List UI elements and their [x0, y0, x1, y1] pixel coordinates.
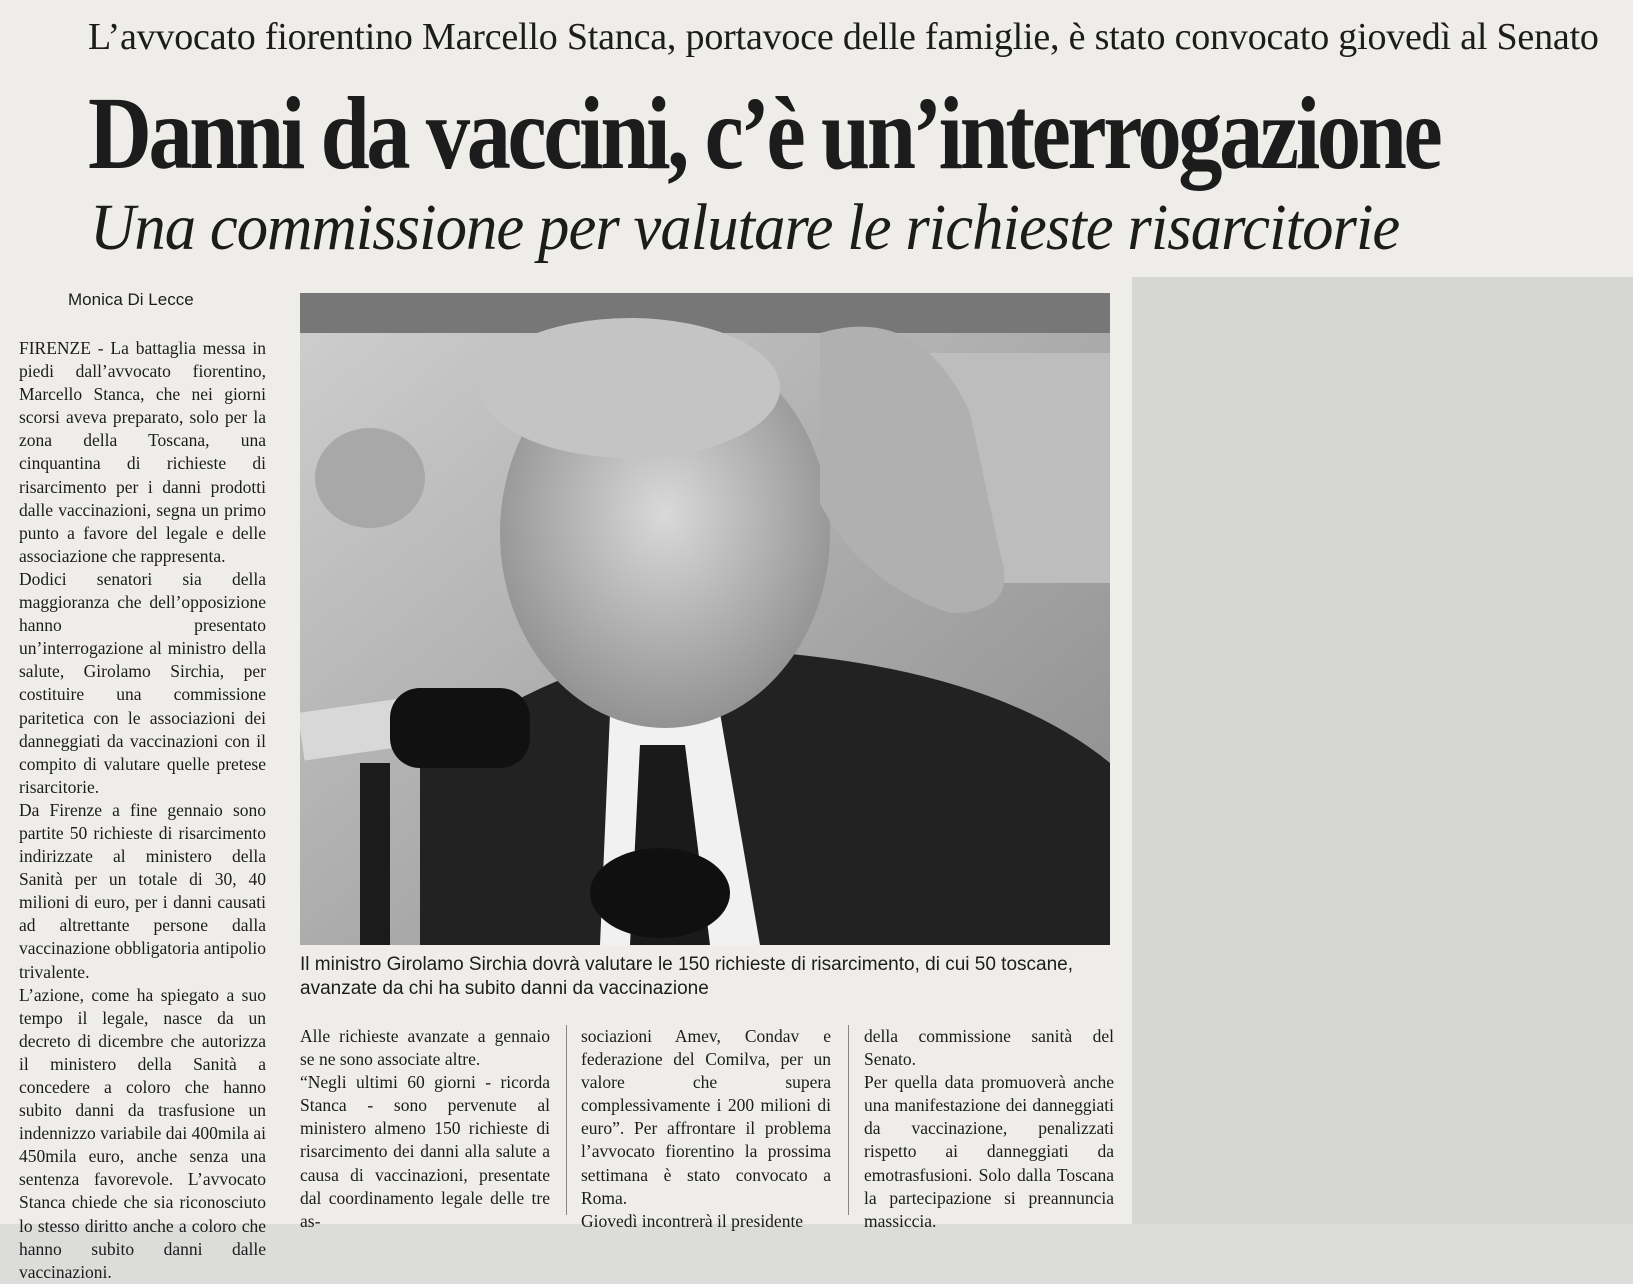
- paragraph: FIRENZE - La battaglia messa in piedi dall’avvocato fiorentino, Marcello Stanca, che nei giorni scorsi aveva preparato, solo per la zona della Toscana, una cinquantina di richieste di risarcimento per i danni prodotti dalle vaccinazioni, segna un primo punto a favore del legale e delle associazione che rappresenta.: [19, 338, 266, 566]
- photo-illustration: [300, 293, 1110, 945]
- column-divider: [566, 1025, 567, 1215]
- paragraph: sociazioni Amev, Condav e federazione del Comilva, per un valore che supera complessivamente i 200 milioni di euro”. Per affrontare il problema l’avvocato fiorentino la prossima settimana è stato convocato a Roma.: [581, 1026, 831, 1208]
- headline: Danni da vaccini, c’è un’interrogazione: [88, 76, 1440, 191]
- kicker: L’avvocato fiorentino Marcello Stanca, portavoce delle famiglie, è stato convocato giovedì al Senato: [88, 16, 1599, 58]
- blank-area: [1132, 277, 1633, 1224]
- photo-caption: Il ministro Girolamo Sirchia dovrà valutare le 150 richieste di risarcimento, di cui 50 toscane, avanzate da chi ha subito danni da vaccinazione: [300, 954, 1073, 999]
- subheadline: Una commissione per valutare le richieste risarcitorie: [90, 191, 1400, 264]
- column-4: [864, 1025, 1114, 1233]
- paragraph: Da Firenze a fine gennaio sono partite 50 richieste di risarcimento indirizzate al ministero della Sanità per un totale di 30, 40 milioni di euro, per i danni causati ad altrettante persone dalla vaccinazione obbligatoria antipolio trivalente.: [19, 799, 266, 982]
- paragraph: Dodici senatori sia della maggioranza che dell’opposizione hanno presentato un’interrogazione al ministro della salute, Girolamo Sirchia, per costituire una commissione paritetica con le associazioni dei danneggiati da vaccinazioni con il compito di valutare quelle pretese risarcitorie.: [19, 568, 266, 797]
- column-2: [300, 1025, 550, 1233]
- paragraph: “Negli ultimi 60 giorni - ricorda Stanca - sono pervenute al ministero almeno 150 richieste di risarcimento dei danni alla salute a causa di vaccinazioni, presentate dal coordinamento legale delle tre as-: [300, 1072, 550, 1231]
- paragraph: L’azione, come ha spiegato a suo tempo il legale, nasce da un decreto di dicembre che autorizza il ministero della Sanità a concedere a coloro che hanno subito danni da trasfusione un indennizzo variabile dai 400mila ai 450mila euro, anche senza una sentenza favorevole. L’avvocato Stanca chiede che sia riconosciuto lo stesso diritto anche a coloro che hanno subito danni dalle vaccinazioni.: [19, 984, 266, 1282]
- photo: [300, 293, 1110, 945]
- paragraph: Per quella data promuoverà anche una manifestazione dei danneggiati da vaccinazione, penalizzati rispetto ai danneggiati da emotrasfusioni. Solo dalla Toscana la partecipazione si preannuncia massiccia.: [864, 1072, 1114, 1231]
- paragraph: della commissione sanità del Senato.: [864, 1026, 1114, 1070]
- paragraph: Alle richieste avanzate a gennaio se ne sono associate altre.: [300, 1026, 550, 1070]
- paragraph: Giovedì incontrerà il presidente: [581, 1210, 804, 1231]
- column-3: [581, 1025, 831, 1233]
- column-1: [19, 337, 266, 1284]
- column-divider: [848, 1025, 849, 1215]
- byline: Monica Di Lecce: [68, 290, 194, 309]
